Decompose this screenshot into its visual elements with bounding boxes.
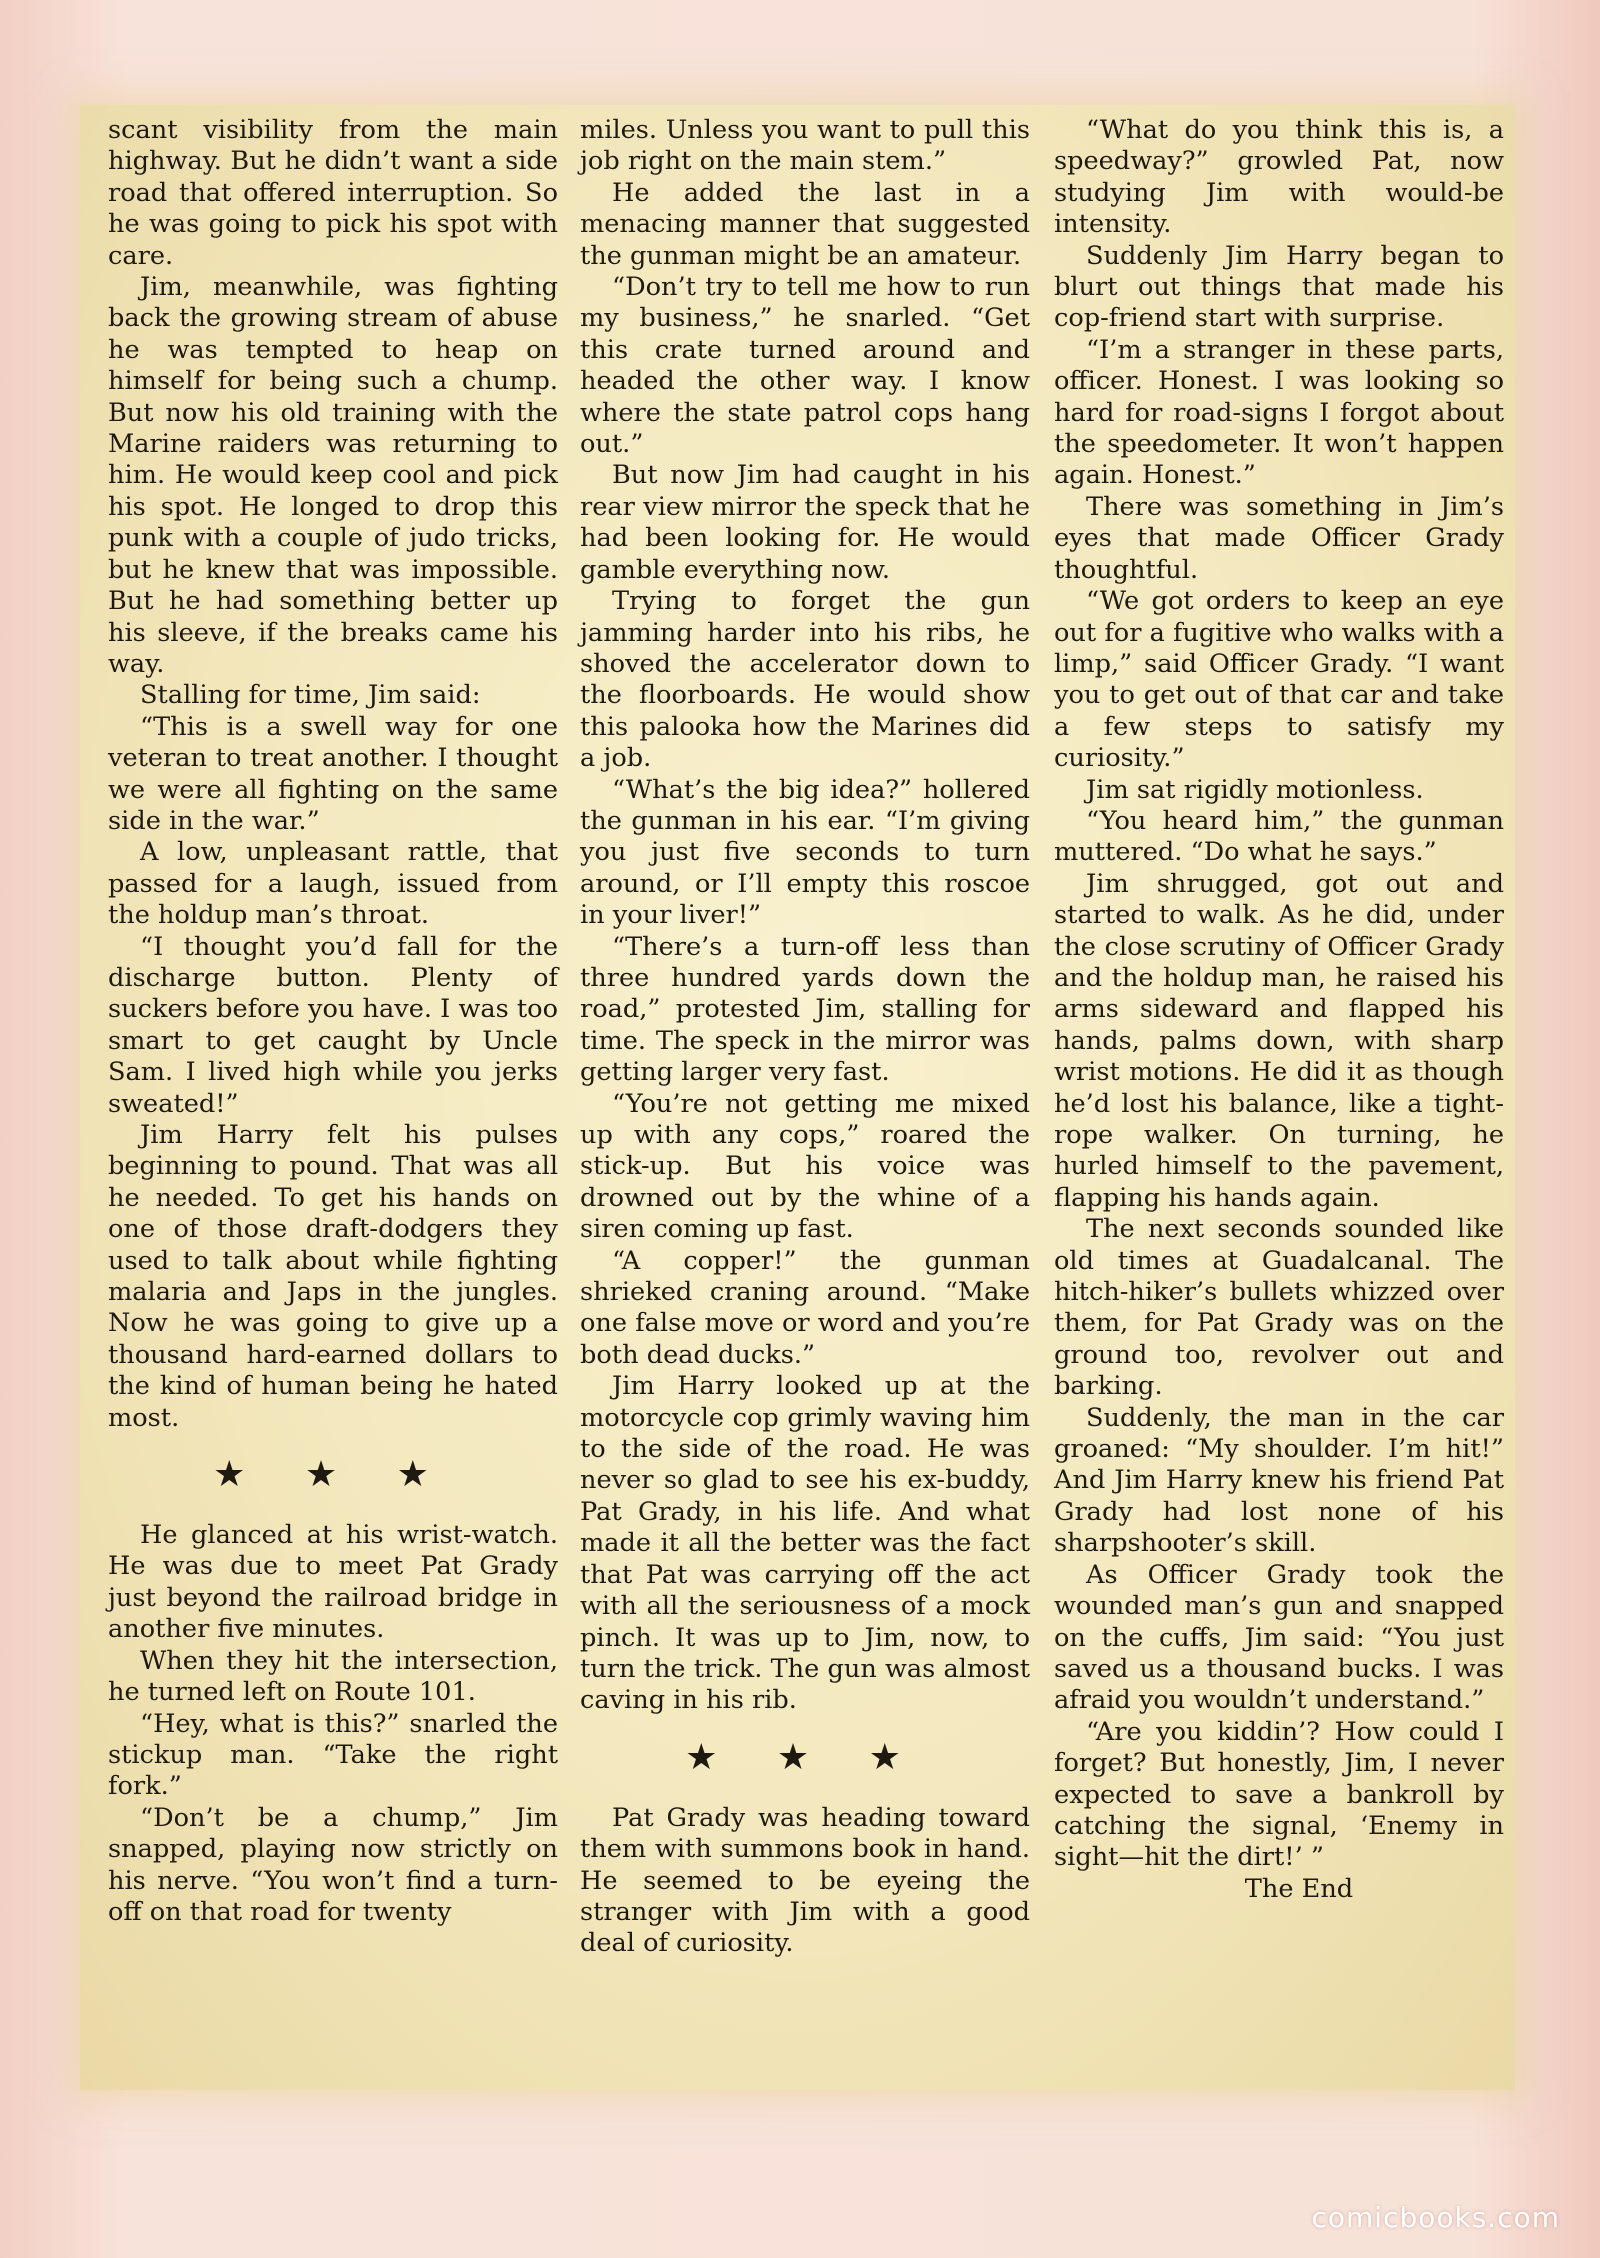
column-1-paragraphs-after-break — [108, 1520, 558, 1928]
story-paragraph: “Don’t try to tell me how to run my business,” he snarled. “Get this crate turned around and headed the other way. I know where the state patrol cops hang out.” — [580, 272, 1030, 460]
story-paragraph: “There’s a turn-off less than three hundred yards down the road,” protested Jim, stalling for time. The speck in the mirror was getting larger very fast. — [580, 931, 1030, 1088]
story-paragraph: The next seconds sounded like old times at Guadalcanal. The hitch-hiker’s bullets whizzed over them, for Pat Grady was on the ground too, revolver out and barking. — [1054, 1214, 1504, 1402]
story-paragraph: “I thought you’d fall for the discharge button. Plenty of suckers before you have. I was too smart to get caught by Uncle Sam. I lived high while you jerks sweated!” — [108, 931, 558, 1119]
story-paragraph: He glanced at his wrist-watch. He was due to meet Pat Grady just beyond the railroad bridge in another five minutes. — [108, 1520, 558, 1645]
column-2-paragraphs — [580, 115, 1030, 1717]
column-3-paragraphs — [1054, 115, 1504, 1874]
story-paragraph: Suddenly, the man in the car groaned: “My shoulder. I’m hit!” And Jim Harry knew his friend Pat Grady had lost none of his sharpshooter’s skill. — [1054, 1402, 1504, 1559]
story-paragraph: scant visibility from the main highway. But he didn’t want a side road that offered interruption. So he was going to pick his spot with care. — [108, 115, 558, 271]
site-watermark: comicbooks.com — [1311, 2201, 1560, 2234]
section-break-stars: ★ ★ ★ — [213, 1454, 453, 1496]
story-paragraph: “We got orders to keep an eye out for a fugitive who walks with a limp,” said Officer Grady. “I want you to get out of that car and take a few steps to satisfy my curiosity.” — [1054, 586, 1505, 774]
story-paragraph: As Officer Grady took the wounded man’s gun and snapped on the cuffs, Jim said: “You just saved us a thousand bucks. I was afraid you wouldn’t understand.” — [1054, 1559, 1504, 1716]
story-paragraph: Suddenly Jim Harry began to blurt out things that made his cop-friend start with surprise. — [1054, 240, 1504, 334]
story-paragraph: “You’re not getting me mixed up with any cops,” roared the stick-up. But his voice was drowned out by the whine of a siren coming up fast. — [580, 1088, 1030, 1245]
story-paragraph: But now Jim had caught in his rear view mirror the speck that he had been looking for. He would gamble everything now. — [580, 460, 1030, 585]
story-paragraph: There was something in Jim’s eyes that made Officer Grady thoughtful. — [1054, 491, 1504, 585]
story-paragraph: Stalling for time, Jim said: — [140, 680, 481, 711]
story-paragraph: “A copper!” the gunman shrieked craning around. “Make one false move or word and you’re both dead ducks.” — [580, 1245, 1030, 1370]
section-break-stars: ★ ★ ★ — [685, 1736, 925, 1778]
story-paragraph: Jim, meanwhile, was fighting back the growing stream of abuse he was tempted to heap on himself for being such a chump. But now his old training with the Marine raiders was returning to him. He would keep cool and pick his spot. He longed to drop this punk with a couple of judo tricks, but he knew that was impossible. But he had something better up his sleeve, if the breaks came his way. — [108, 272, 558, 679]
story-paragraph: “Hey, what is this?” snarled the stickup man. “Take the right fork.” — [108, 1708, 558, 1802]
story-paragraph: Jim Harry felt his pulses beginning to pound. That was all he needed. To get his hands on one of those draft-dodgers they used to talk about while fighting malaria and Japs in the jungles. Now he was going to give up a thousand hard-earned dollars to the kind of human being he hated most. — [108, 1120, 558, 1433]
column-1-paragraphs — [108, 115, 558, 1434]
story-paragraph: He added the last in a menacing manner that suggested the gunman might be an amateur. — [580, 177, 1030, 271]
story-paragraph: “I’m a stranger in these parts, officer. Honest. I was looking so hard for road-signs I forgot about the speedometer. It won’t happen again. Honest.” — [1054, 334, 1504, 491]
story-paragraph: Trying to forget the gun jamming harder into his ribs, he shoved the accelerator down to the floorboards. He would show this palooka how the Marines did a job. — [580, 586, 1030, 774]
story-paragraph: Jim sat rigidly motionless. — [1086, 774, 1424, 805]
story-paragraph: Jim shrugged, got out and started to walk. As he did, under the close scrutiny of Officer Grady and the holdup man, he raised his arms sideward and flapped his hands, palms down, with sharp wrist motions. He did it as though he’d lost his balance, like a tight-rope walker. On turning, he hurled himself to the pavement, flapping his hands again. — [1054, 868, 1504, 1213]
story-paragraph: “What do you think this is, a speedway?” growled Pat, now studying Jim with would-be intensity. — [1054, 115, 1504, 240]
story-paragraph: When they hit the intersection, he turned left on Route 101. — [108, 1645, 558, 1708]
text-column-3 — [1054, 115, 1504, 1905]
story-paragraph: “What’s the big idea?” hollered the gunman in his ear. “I’m giving you just five seconds to turn around, or I’ll empty this roscoe in your liver!” — [580, 774, 1030, 931]
column-2-paragraphs-after-break — [580, 1803, 1030, 1960]
story-paragraph: “You heard him,” the gunman muttered. “Do what he says.” — [1054, 805, 1504, 868]
story-paragraph: Pat Grady was heading toward them with summons book in hand. He seemed to be eyeing the stranger with Jim with a good deal of curiosity. — [580, 1802, 1030, 1959]
story-paragraph: miles. Unless you want to pull this job right on the main stem.” — [580, 115, 1030, 177]
story-paragraph: “Don’t be a chump,” Jim snapped, playing now strictly on his nerve. “You won’t find a turn-off on that road for twenty — [108, 1802, 558, 1927]
story-paragraph: “This is a swell way for one veteran to treat another. I thought we were all fighting on the same side in the war.” — [108, 711, 558, 836]
text-column-1 — [108, 115, 558, 1928]
the-end-label: The End — [1244, 1873, 1354, 1904]
story-paragraph: Jim Harry looked up at the motorcycle cop grimly waving him to the side of the road. He was never so glad to see his ex-buddy, Pat Grady, in his life. And what made it all the better was the fact that Pat was carrying off the act with all the seriousness of a mock pinch. It was up to Jim, now, to turn the trick. The gun was almost caving in his rib. — [580, 1371, 1030, 1716]
story-paragraph: A low, unpleasant rattle, that passed for a laugh, issued from the holdup man’s throat. — [108, 837, 558, 931]
story-paragraph: “Are you kiddin’? How could I forget? But honestly, Jim, I never expected to save a bankroll by catching the signal, ‘Enemy in sight—hit the dirt!’ ” — [1054, 1716, 1504, 1873]
text-column-2 — [580, 115, 1030, 1960]
